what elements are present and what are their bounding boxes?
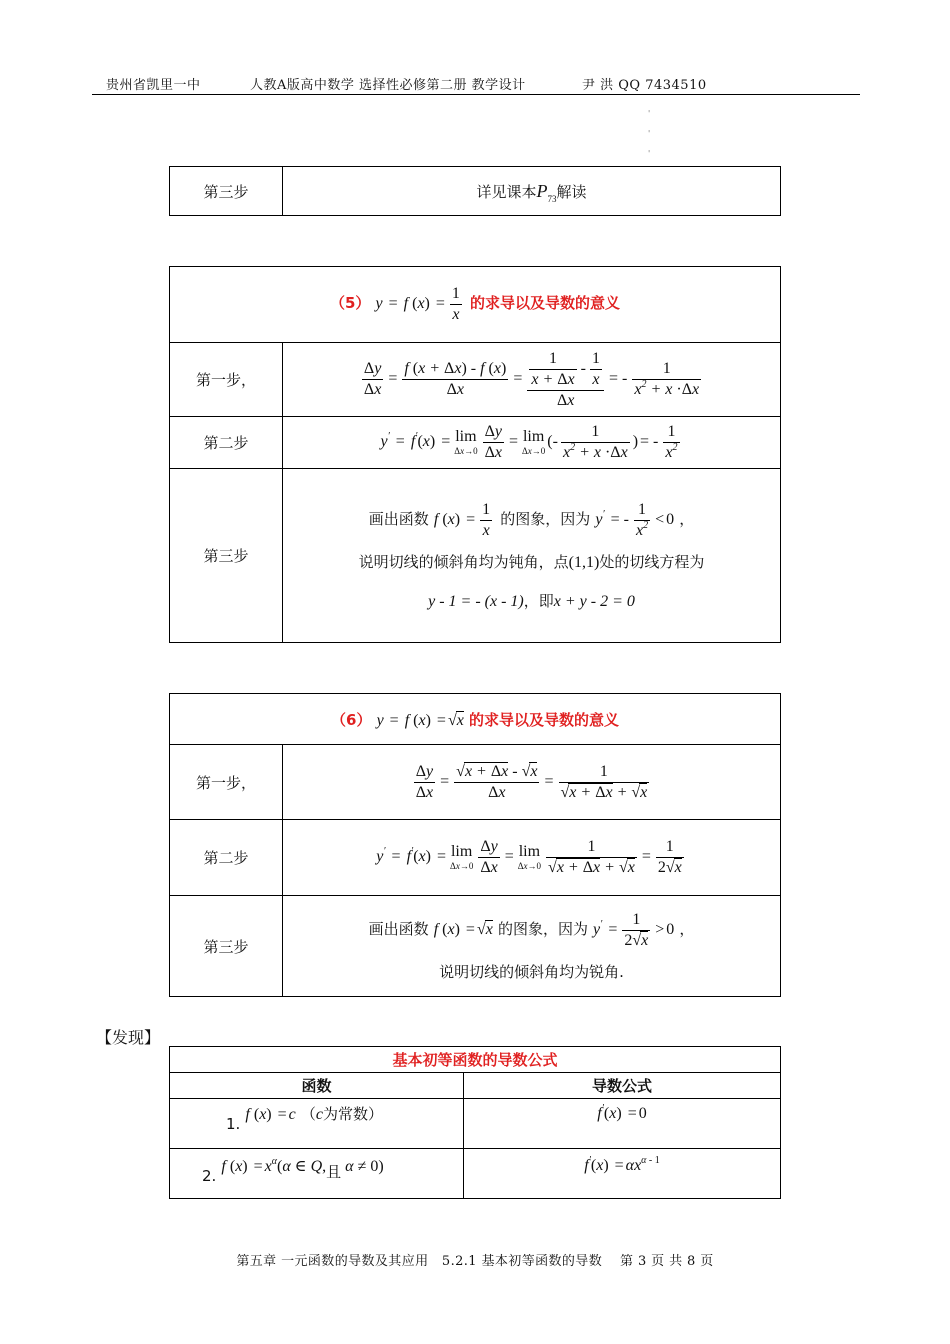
col-header-derivative: 导数公式 (464, 1073, 781, 1099)
decor-marks: ' ' ' (648, 109, 651, 158)
table6-step3-label: 第三步 (170, 896, 283, 997)
table5-step2-label: 第二步 (170, 417, 283, 469)
col-header-function: 函数 (170, 1073, 464, 1099)
table-5 (169, 266, 781, 643)
row1-formula: f (x) = c (245, 1106, 296, 1123)
s3b-derivative-sign: y′ = $\frac{1}{2√x}$ > 0 (593, 911, 675, 949)
row1-number: 1. (226, 1115, 241, 1133)
derivatives-title: 基本初等函数的导数公式 (170, 1047, 781, 1073)
table6-title-text: 的求导以及导数的意义 (468, 710, 619, 729)
page-footer: 第五章 一元函数的导数及其应用 5.2.1 基本初等函数的导数 第 3 页 共 8 页 (236, 1254, 714, 1269)
table-derivatives (169, 1046, 781, 1199)
table6-step2-label: 第二步 (170, 820, 283, 896)
row1-derivative: f′(x) = 0 (464, 1099, 781, 1149)
table5-step3-line3 (283, 590, 780, 611)
table5-title-text: 的求导以及导数的意义 (470, 294, 621, 313)
ref-suffix: 解读 (556, 182, 587, 201)
row2-and: 且 (326, 1163, 342, 1181)
row1-function: 1. f (x) = c （c为常数） (170, 1099, 464, 1149)
table5-title (170, 267, 781, 343)
s3b-comma: ， (679, 920, 695, 939)
step-content (283, 167, 781, 216)
table-top (169, 166, 781, 216)
s3b-graph-because: 的图象，因为 (497, 920, 588, 939)
page-ref-letter: P (536, 180, 548, 201)
s3-obtuse-text: 说明切线的倾斜角均为钝角，点 (358, 553, 569, 571)
s3-result-equation: x + y - 2 = 0 (553, 593, 635, 610)
table6-title-num: （6） (331, 710, 372, 729)
step-label: 第三步 (170, 167, 283, 216)
table6-step3-content (283, 896, 781, 997)
page-header (92, 70, 860, 95)
table5-title-formula: y = f (x) = $\frac{1}{x}$ (375, 285, 460, 323)
table6-step3-line2 (283, 961, 780, 982)
s3b-draw-text: 画出函数 (368, 920, 429, 939)
table5-step3-content (283, 469, 781, 643)
table6-step1-formula: $\frac{\Delta y}{\Delta x}$ = $\frac{√x + \Delta x - √x}{\Delta x}$ = $\frac{1}{√x + \Delta x + √x}$ (283, 745, 781, 820)
table5-step3-line1 (283, 500, 780, 541)
table5-step2-formula: y′ = f′(x) = lim Δx→0 $\frac{\Delta y}{\Delta x}$ = lim Δx→0 (- $\frac{1}{x^2 + x \cdot\Delta x}$ ) = - $\frac{1}{x^2}$ (283, 417, 781, 469)
s3b-acute-text: 说明切线的倾斜角均为锐角. (439, 963, 624, 981)
table5-step3-line2 (283, 551, 780, 572)
page-ref-number: 73 (547, 193, 557, 204)
s3-point: (1,1) (568, 554, 600, 571)
row2-function: 2. f $(x) = x^\alpha(\alpha$ ∈ Q,且 α ≠ 0) (170, 1149, 464, 1199)
page-ref (536, 180, 557, 204)
s3-derivative-sign: y′ = - $\frac{1}{x^2}$ < 0 (595, 501, 675, 539)
row2-formula: f $(x) = x^\alpha(\alpha$ ∈ Q, (221, 1156, 327, 1175)
s3-draw-text: 画出函数 (368, 510, 429, 529)
row2-derivative: $f'(x) = \alpha x^{\alpha - 1}$ (464, 1149, 781, 1199)
table5-step1-label: 第一步， (170, 343, 283, 417)
table6-title-formula: y = f (x) = √x (376, 711, 464, 729)
row1-note-close: 为常数） (322, 1105, 383, 1123)
row2-number: 2. (202, 1167, 217, 1185)
s3-graph-because: 的图象，因为 (500, 510, 591, 529)
table6-step2-formula: y′ = f′(x) = lim Δx→0 $\frac{\Delta y}{\Delta x}$ = lim Δx→0 $\frac{1}{√x + \Delta x + √x}$ = $\frac{1}{2√x}$ (283, 820, 781, 896)
table6-step1-label: 第一步， (170, 745, 283, 820)
s3b-function: f (x) = √x (433, 921, 493, 939)
s3-tangent-text: 处的切线方程为 (599, 553, 705, 571)
header-school: 贵州省凯里一中 (106, 78, 201, 93)
header-book: 人教A版高中数学 选择性必修第二册 教学设计 (250, 78, 526, 93)
s3-function: f (x) = $\frac{1}{x}$ (433, 501, 491, 539)
ref-text: 详见课本 (476, 182, 537, 201)
s3-tangent-equation: y - 1 = - (x - 1) (428, 593, 524, 610)
row1-note-open: （ (300, 1105, 316, 1123)
discover-heading: 【发现】 (96, 1028, 161, 1047)
s3-ji: ，即 (523, 592, 554, 610)
table-6 (169, 693, 781, 997)
table5-title-num: （5） (329, 294, 371, 313)
table6-title (170, 694, 781, 745)
header-author: 尹 洪 QQ 7434510 (582, 78, 707, 93)
s3-comma: ， (679, 510, 695, 529)
table6-step3-line1 (283, 910, 780, 951)
table5-step1-formula: $\frac{\Delta y}{\Delta x}$ = $\frac{f (x + \Delta x) - f (x)}{\Delta x}$ = $\frac{1}{x + \Delta x}$ - $\frac{1}{x}$ Δx = - $\frac{1}{x^2 + x \cdot\Delta x}$ (283, 343, 781, 417)
table5-step3-label: 第三步 (170, 469, 283, 643)
